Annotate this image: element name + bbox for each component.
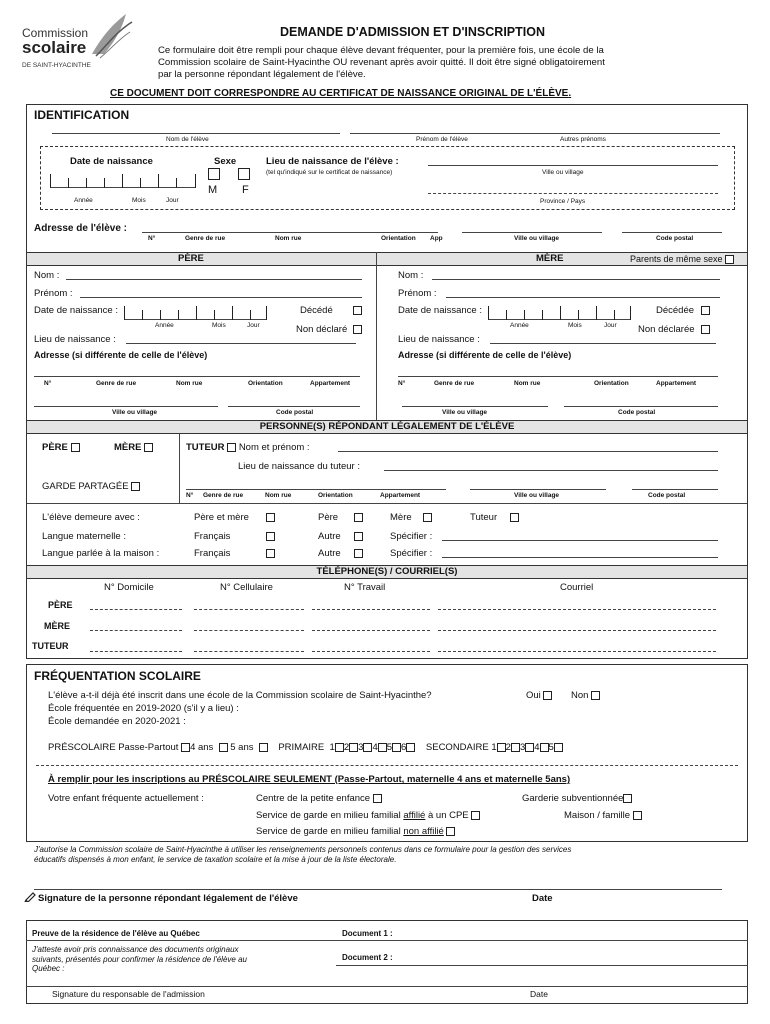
adr-nomrue: Nom rue [275, 235, 302, 242]
adr-app: App [430, 235, 443, 242]
mere-heading: MÈRE [536, 253, 564, 264]
demeure-pere-mere: Père et mère [194, 512, 249, 523]
legal-mere-checkbox[interactable] [144, 443, 153, 452]
milieu-affilie-option: Service de garde en milieu familial affilié à un CPE [256, 810, 480, 821]
demeure-mere: Mère [390, 512, 412, 523]
responsable-signature-label: Signature du responsable de l'admission [52, 989, 205, 999]
sexe-f-label: F [242, 184, 249, 196]
phone-courriel: Courriel [560, 582, 594, 593]
freq-oui-checkbox[interactable] [543, 691, 552, 700]
pere-adr-cp: Code postal [276, 409, 314, 416]
mere-adr-nomrue: Nom rue [514, 380, 541, 387]
document1-label: Document 1 : [342, 929, 393, 938]
langue-parlee-specifier: Spécifier : [390, 548, 433, 559]
nom-eleve-label: Nom de l'élève [166, 136, 209, 143]
adresse-label: Adresse de l'élève : [34, 223, 127, 234]
langue-mat-francais: Français [194, 531, 231, 542]
mere-non-declaree: Non déclarée [638, 324, 695, 335]
demeure-tuteur-checkbox[interactable] [510, 513, 519, 522]
pere-adr-orient: Orientation [248, 380, 283, 387]
annee-label: Année [74, 197, 93, 204]
legal-adr-ville: Ville ou village [514, 492, 560, 499]
mere-adr-orient: Orientation [594, 380, 629, 387]
demeure-tuteur: Tuteur [470, 512, 498, 523]
freq-heading: FRÉQUENTATION SCOLAIRE [34, 669, 201, 683]
intro-text: Ce formulaire doit être rempli pour chaque élève devant fréquenter, pour la première fois, une école de la Commission scolaire de Saint-Hyacinthe OU revenant après avoir quitté. Il doit être signé obligatoirement par la personne répondant légalement de l'élève. [158, 45, 605, 80]
mere-mois: Mois [568, 322, 582, 329]
pere-mois: Mois [212, 322, 226, 329]
langue-parlee-francais-checkbox[interactable] [266, 549, 275, 558]
pere-lieu: Lieu de naissance : [34, 334, 116, 345]
phone-pere: PÈRE [48, 600, 73, 610]
mere-adr-cp: Code postal [618, 409, 656, 416]
logo-line1: Commission [22, 26, 89, 40]
primaire-5-checkbox[interactable] [392, 743, 401, 752]
presco-5-checkbox[interactable] [219, 743, 228, 752]
pere-heading: PÈRE [178, 253, 204, 264]
demeure-pere-checkbox[interactable] [354, 513, 363, 522]
primaire-6-checkbox[interactable] [406, 743, 415, 752]
phone-cellulaire: N° Cellulaire [220, 582, 273, 593]
pere-adr-genre: Genre de rue [96, 380, 137, 387]
langue-mat-francais-checkbox[interactable] [266, 532, 275, 541]
mois-label: Mois [132, 197, 146, 204]
document2-label: Document 2 : [342, 953, 393, 962]
adr-orient: Orientation [381, 235, 416, 242]
legal-band: PERSONNE(S) RÉPONDANT LÉGALEMENT DE L'ÉLÈVE [27, 420, 747, 434]
mere-annee: Année [510, 322, 529, 329]
demeure-pere: Père [318, 512, 339, 523]
phone-mere: MÈRE [44, 621, 71, 631]
freq-q3: École demandée en 2020-2021 : [48, 716, 186, 727]
langue-mat-autre: Autre [318, 531, 341, 542]
legal-divider [179, 434, 180, 504]
autres-prenoms-label: Autres prénoms [560, 136, 606, 143]
dob-label: Date de naissance [70, 156, 153, 167]
freq-non: Non [571, 690, 600, 701]
logo-swirl-icon [86, 10, 134, 60]
sexe-label: Sexe [214, 156, 237, 167]
pere-adr-appart: Appartement [310, 380, 351, 387]
phone-domicile: N° Domicile [104, 582, 154, 593]
mere-adr-no: N° [398, 380, 406, 387]
secondaire-3-checkbox[interactable] [525, 743, 534, 752]
demeure-mere-checkbox[interactable] [423, 513, 432, 522]
pere-adr-ville: Ville ou village [112, 409, 158, 416]
adr-cp: Code postal [656, 235, 694, 242]
pere-adresse: Adresse (si différente de celle de l'élève) [34, 350, 208, 360]
frequente-label: Votre enfant fréquente actuellement : [48, 793, 204, 804]
sexe-m-label: M [208, 184, 218, 196]
legal-tuteur: TUTEUR Nom et prénom : [186, 442, 310, 453]
province-label: Province / Pays [540, 198, 586, 205]
pere-decede: Décédé [300, 305, 333, 316]
pere-non-declare: Non déclaré [296, 324, 348, 335]
langue-parlee-label: Langue parlée à la maison : [42, 548, 160, 559]
primaire-2-checkbox[interactable] [349, 743, 358, 752]
mere-nom-label: Nom : [398, 270, 424, 281]
legal-adr-no: N° [186, 492, 194, 499]
legal-pere-checkbox[interactable] [71, 443, 80, 452]
consent-text: J'autorise la Commission scolaire de Saint-Hyacinthe à utiliser les renseignements personnels contenus dans ce formulaire pour la gestion des services éducatifs dispensés à mon enfant, le service de taxation scolaire et la mise à jour de la liste électorale. [34, 845, 572, 864]
pere-nom-label: Nom : [34, 270, 60, 281]
langue-mat-label: Langue maternelle : [42, 531, 126, 542]
freq-non-checkbox[interactable] [591, 691, 600, 700]
parents-divider [376, 252, 377, 420]
page-title: DEMANDE D'ADMISSION ET D'INSCRIPTION [280, 25, 545, 39]
legal-adr-cp: Code postal [648, 492, 686, 499]
phone-travail: N° Travail [344, 582, 386, 593]
secondaire-1-checkbox[interactable] [497, 743, 506, 752]
freq-q2: École fréquentée en 2019-2020 (s'il y a lieu) : [48, 703, 239, 714]
lieu-note: (tel qu'indiqué sur le certificat de naissance) [266, 169, 393, 176]
cpe-option: Centre de la petite enfance [256, 793, 382, 804]
signature-label: Signature de la personne répondant légalement de l'élève [38, 893, 298, 904]
presco-5b-checkbox[interactable] [259, 743, 268, 752]
logo-line3: DE SAINT-HYACINTHE [22, 62, 91, 69]
legal-mere: MÈRE [114, 442, 153, 453]
pere-adr-nomrue: Nom rue [176, 380, 203, 387]
mere-decedee: Décédée [656, 305, 695, 316]
signature-date-label: Date [532, 893, 553, 904]
levels-row: PRÉSCOLAIRE Passe-Partout 4 ans 5 ans PRIMAIRE 1 2 3 4 5 6 SECONDAIRE 1 2 3 4 5 [48, 742, 563, 753]
secondaire-2-checkbox[interactable] [511, 743, 520, 752]
garderie-option: Garderie subventionnée [522, 793, 632, 804]
adr-genre: Genre de rue [185, 235, 226, 242]
presco-4-checkbox[interactable] [181, 743, 190, 752]
langue-mat-specifier: Spécifier : [390, 531, 433, 542]
pere-jour: Jour [247, 322, 260, 329]
legal-adr-nomrue: Nom rue [265, 492, 292, 499]
identification-heading: IDENTIFICATION [34, 108, 130, 122]
secondaire-5-checkbox[interactable] [554, 743, 563, 752]
milieu-non-affilie-option: Service de garde en milieu familial non affilié [256, 826, 455, 837]
adr-no: N° [148, 235, 156, 242]
garde-partagee-checkbox[interactable] [131, 482, 140, 491]
proof-text: J'atteste avoir pris connaissance des documents originaux suivants, présentés pour confirmer la résidence de l'élève au Québec : [32, 945, 247, 973]
langue-parlee-francais: Français [194, 548, 231, 559]
lieu-naissance-label: Lieu de naissance de l'élève : [266, 156, 399, 167]
adr-ville: Ville ou village [514, 235, 560, 242]
cpe-checkbox[interactable] [373, 794, 382, 803]
logo-line2: scolaire [22, 38, 87, 57]
mere-prenom-label: Prénom : [398, 288, 437, 299]
legal-adr-appart: Appartement [380, 492, 421, 499]
responsable-date-label: Date [530, 989, 548, 999]
pere-prenom-label: Prénom : [34, 288, 73, 299]
meme-sexe-checkbox[interactable] [725, 255, 734, 264]
maison-checkbox[interactable] [633, 811, 642, 820]
phone-tuteur: TUTEUR [32, 641, 69, 651]
freq-oui: Oui [526, 690, 552, 701]
mere-jour: Jour [604, 322, 617, 329]
ville-label: Ville ou village [542, 169, 584, 176]
pere-adr-no: N° [44, 380, 52, 387]
prenom-eleve-label: Prénom de l'élève [416, 136, 468, 143]
demeure-pere-mere-checkbox[interactable] [266, 513, 275, 522]
jour-label: Jour [166, 197, 179, 204]
mere-decedee-checkbox[interactable] [701, 306, 710, 315]
mere-lieu: Lieu de naissance : [398, 334, 480, 345]
proof-title: Preuve de la résidence de l'élève au Québec [32, 929, 200, 938]
secondaire-4-checkbox[interactable] [540, 743, 549, 752]
pere-dob-label: Date de naissance : [34, 305, 118, 316]
sexe-m-checkbox[interactable] [208, 168, 220, 180]
pere-annee: Année [155, 322, 174, 329]
mere-non-declaree-checkbox[interactable] [701, 325, 710, 334]
sexe-f-checkbox[interactable] [238, 168, 250, 180]
legal-pere: PÈRE [42, 442, 80, 453]
pen-icon [24, 890, 38, 902]
garderie-checkbox[interactable] [623, 794, 632, 803]
mere-adresse: Adresse (si différente de celle de l'élève) [398, 350, 572, 360]
pere-decede-checkbox[interactable] [353, 306, 362, 315]
lieu-tuteur-label: Lieu de naissance du tuteur : [238, 461, 361, 472]
milieu-affilie-checkbox[interactable] [471, 811, 480, 820]
demeure-label: L'élève demeure avec : [42, 512, 140, 523]
mere-adr-appart: Appartement [656, 380, 697, 387]
legal-adr-genre: Genre de rue [203, 492, 244, 499]
pere-non-declare-checkbox[interactable] [353, 325, 362, 334]
mere-adr-genre: Genre de rue [434, 380, 475, 387]
notice: CE DOCUMENT DOIT CORRESPONDRE AU CERTIFICAT DE NAISSANCE ORIGINAL DE L'ÉLÈVE. [110, 88, 572, 99]
langue-parlee-autre-checkbox[interactable] [354, 549, 363, 558]
legal-adr-orient: Orientation [318, 492, 353, 499]
meme-sexe: Parents de même sexe [630, 254, 734, 264]
presco-only-heading: À remplir pour les inscriptions au PRÉSCOLAIRE SEULEMENT (Passe-Partout, maternelle 4 ans et maternelle 5ans) [48, 774, 571, 785]
phone-band: TÉLÉPHONE(S) / COURRIEL(S) [27, 565, 747, 579]
garde-partagee: GARDE PARTAGÉE [42, 481, 140, 492]
primaire-1-checkbox[interactable] [335, 743, 344, 752]
langue-mat-autre-checkbox[interactable] [354, 532, 363, 541]
legal-tuteur-checkbox[interactable] [227, 443, 236, 452]
mere-dob-label: Date de naissance : [398, 305, 482, 316]
milieu-non-affilie-checkbox[interactable] [446, 827, 455, 836]
primaire-4-checkbox[interactable] [378, 743, 387, 752]
freq-q1: L'élève a-t-il déjà été inscrit dans une école de la Commission scolaire de Saint-Hyacinthe? [48, 690, 432, 701]
langue-parlee-autre: Autre [318, 548, 341, 559]
maison-option: Maison / famille [564, 810, 642, 821]
mere-adr-ville: Ville ou village [442, 409, 488, 416]
